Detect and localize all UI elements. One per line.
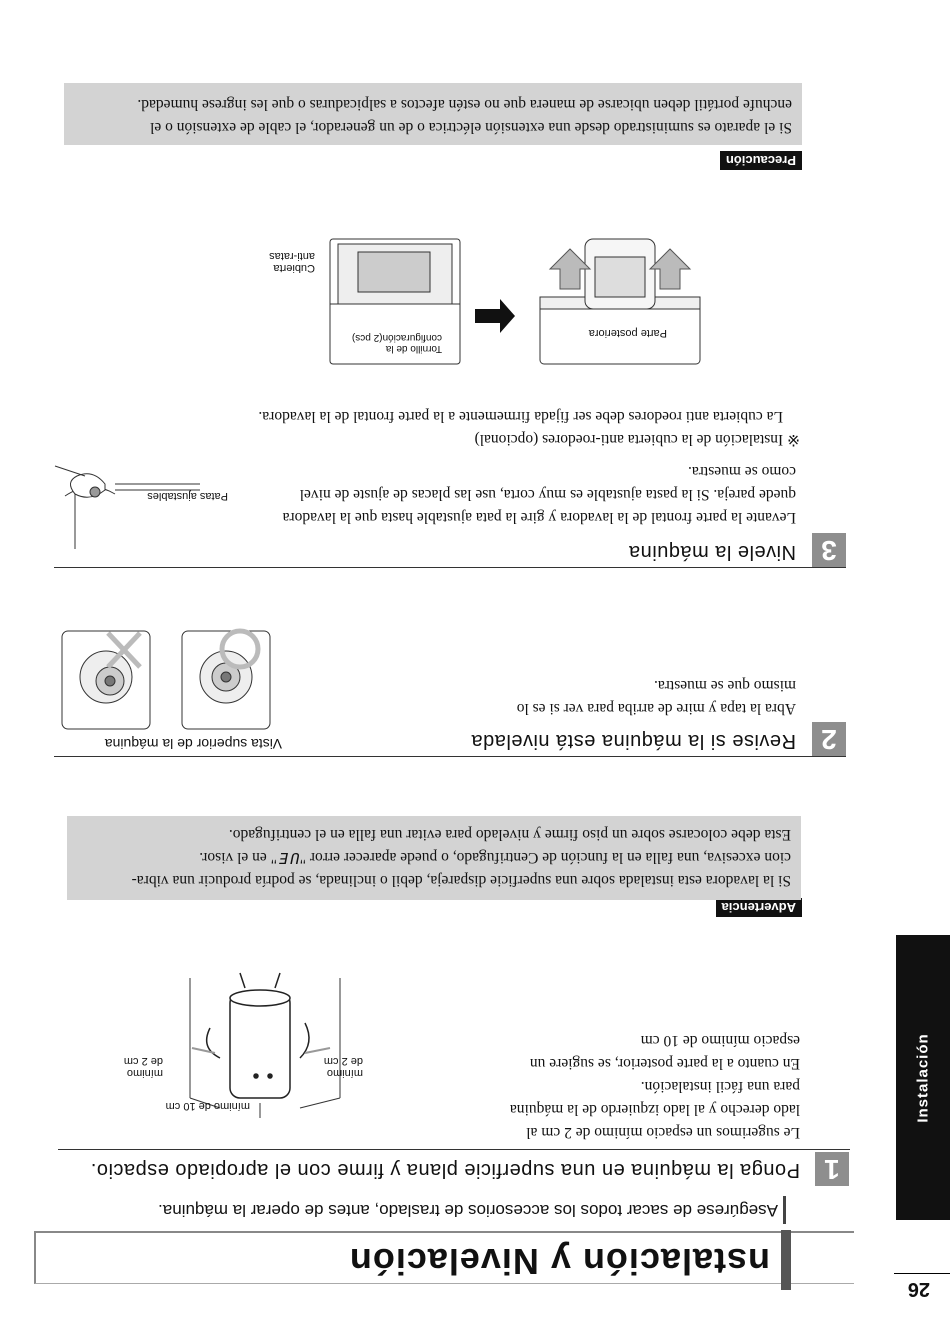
section-3-line: Levante la parte frontal de la lavadora y gire la pata ajustable hasta que la lavadora <box>282 509 796 526</box>
section-3-line: quede pareja. Si la pasta ajustable es muy corta, use las placas de ajuste de nivel <box>299 486 796 503</box>
clearance-label-top: mínimo de 10 cm <box>165 1100 250 1112</box>
caution-box <box>64 83 802 145</box>
section-1-line: lado derecho y al lado izquierdo de la máquina <box>509 1101 800 1118</box>
section-2-rule <box>54 756 846 757</box>
warning-line-3: Esta debe colocarse sobre un piso firme y nivelado para evitar una falla en el centrifugado. <box>228 826 791 843</box>
back-panel-label: Parte posteriora <box>588 327 667 339</box>
warning-line-2-before: cion excesiva, una falla en la función de Centrifugado, o puede aparecer error " <box>299 849 791 866</box>
section-1-line: para una fácil instalación. <box>640 1078 800 1095</box>
subtitle-accent-bar <box>783 1196 786 1224</box>
rodent-cover-text <box>160 405 800 451</box>
section-1-rule <box>58 1149 850 1150</box>
washer-character <box>207 973 309 1098</box>
top-view-caption: Vista superior de la máquina <box>104 736 282 752</box>
clearance-label-left-line2: de 2 cm <box>323 1055 363 1067</box>
clearance-label-left-line1: mínimo <box>326 1067 363 1079</box>
section-1-number: 1 <box>815 1152 849 1186</box>
screw-label <box>352 332 442 354</box>
adjustable-foot-icon <box>90 487 100 497</box>
section-1-line: espacio mínimo de 10 cm <box>640 1032 800 1049</box>
side-tab-label: Instalación <box>914 1033 932 1123</box>
section-1-line: En cuanto a la parte posterior, se sugiere un <box>529 1055 800 1072</box>
section-1-line: Le sugerimos un espacio mínimo de 2 cm al <box>526 1124 800 1141</box>
left-arrow-icon <box>475 299 515 333</box>
rodent-cover-line-2: La cubierta anti roedores debe ser fijada firmemente a la parte frontal de la lavadora. <box>258 408 783 425</box>
caution-line-2: enchufe portátil deben ubicarse de manera que no estén afectos a salpicaduras o que les ingrese humedad. <box>137 96 792 113</box>
leveling-figure <box>55 469 205 554</box>
section-3-line: como se muestra. <box>687 463 796 480</box>
clearance-label-right-line1: mínimo <box>126 1067 163 1079</box>
section-3-number: 3 <box>812 533 846 567</box>
rodent-cover-label <box>269 250 315 274</box>
rodent-cover-line-1: ※ Instalación de la cubierta anti-roedores (opcional) <box>474 431 800 448</box>
caution-line-1: Si el aparato es suministrado desde una extensión eléctrica o de un generador, el cable de extensión o el <box>150 119 792 136</box>
top-view-figure <box>60 629 270 729</box>
screw-label-1: Tornillo de la <box>385 343 442 354</box>
title-accent-bar <box>781 1230 791 1290</box>
section-2-number: 2 <box>812 722 846 756</box>
warning-line-2-after: " en el visor. <box>199 849 277 866</box>
clearance-label-right <box>124 1055 163 1079</box>
rodent-cover-label-1: Cubierta <box>273 262 315 274</box>
section-3-body <box>216 460 796 529</box>
error-code: UE <box>276 849 300 867</box>
section-2-title: Revise si la máquina está nivelada <box>471 730 796 752</box>
section-3-rule <box>54 567 846 568</box>
warning-tag: Advertencia <box>716 898 802 917</box>
screw-label-2: configuración(2 pcs) <box>351 332 442 343</box>
section-1-title: Ponga la máquina en una superficie plana y firme con el apropiado espacio. <box>90 1159 800 1181</box>
page-subtitle: Asegúrese de sacar todos los accesorios de traslado, antes de operar la máquina. <box>158 1201 778 1220</box>
rodent-cover-figure <box>280 229 700 364</box>
warning-box <box>67 816 801 900</box>
section-3-title: Nivele la máquina <box>628 541 796 563</box>
warning-line-1: Si la lavadora esta instalada sobre una superficie dispareja, debil o inclinada, se podría producir una vibra- <box>131 872 791 889</box>
adjustable-feet-label: Patas ajustables <box>147 490 228 502</box>
page-number-rule <box>894 1273 950 1274</box>
page-title: nstalación y Nivelación <box>348 1241 770 1282</box>
clearance-label-right-line2: de 2 cm <box>123 1055 163 1067</box>
page-number: 26 <box>907 1278 930 1300</box>
section-2-line: Abra la tapa y mire de arriba para ver si es lo <box>516 700 796 717</box>
warning-line-2 <box>77 846 791 869</box>
section-2-line: mismo que se muestra. <box>653 677 796 694</box>
rodent-cover-label-2: anti-ratas <box>269 250 315 262</box>
caution-tag: Precaución <box>720 151 802 170</box>
clearance-label-left <box>324 1055 363 1079</box>
top-view-incorrect <box>62 631 150 729</box>
section-2-body <box>456 674 796 720</box>
